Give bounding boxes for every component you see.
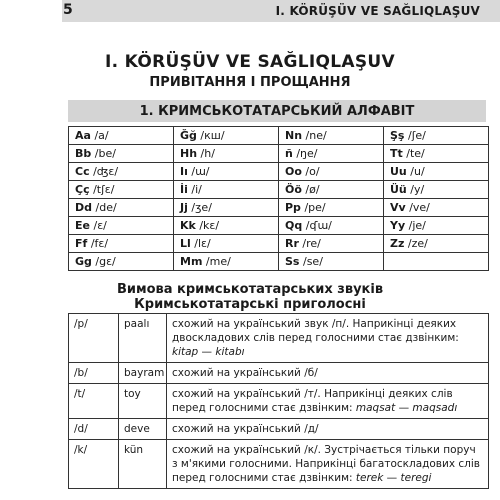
alphabet-ipa: /o/: [305, 165, 320, 178]
alphabet-letter: Pp: [285, 201, 301, 214]
alphabet-ipa: /кш/: [200, 129, 225, 142]
alphabet-letter: Nn: [285, 129, 303, 142]
alphabet-ipa: /je/: [408, 219, 426, 232]
consonant-description: [167, 440, 489, 489]
alphabet-letter: Ğğ: [180, 129, 197, 142]
alphabet-cell: [69, 127, 174, 145]
alphabet-ipa: /ʃe/: [407, 129, 426, 142]
alphabet-letter: Ss: [285, 255, 300, 268]
alphabet-cell: [69, 163, 174, 181]
alphabet-cell: [174, 253, 279, 271]
alphabet-row: [69, 217, 489, 235]
consonant-row: [69, 314, 489, 363]
alphabet-letter: Öö: [285, 183, 302, 196]
alphabet-letter: Ee: [75, 219, 90, 232]
alphabet-row: [69, 181, 489, 199]
example-dash: —: [383, 472, 401, 484]
alphabet-row: [69, 127, 489, 145]
alphabet-ipa: /ʒe/: [191, 201, 212, 214]
alphabet-letter: Gg: [75, 255, 92, 268]
alphabet-letter: Oo: [285, 165, 302, 178]
alphabet-ipa: /ʠɯ/: [305, 219, 332, 232]
alphabet-cell: [279, 163, 384, 181]
description-text: схожий на український /д/: [172, 423, 319, 435]
page-number: 5: [63, 2, 73, 18]
alphabet-cell: [69, 235, 174, 253]
consonant-sound: /d/: [69, 419, 119, 440]
alphabet-cell: [384, 253, 489, 271]
alphabet-letter: Kk: [180, 219, 196, 232]
alphabet-letter: ñ: [285, 147, 293, 160]
alphabet-letter: Dd: [75, 201, 93, 214]
alphabet-cell: [69, 253, 174, 271]
consonant-example-word: kün: [119, 440, 167, 489]
alphabet-letter: Tt: [390, 147, 403, 160]
alphabet-cell: [384, 163, 489, 181]
description-text: схожий на український звук /п/. Наприкінці деяких двоскладових слів перед голосними стає дзвінким:: [172, 318, 459, 344]
alphabet-cell: [69, 217, 174, 235]
alphabet-cell: [279, 235, 384, 253]
alphabet-ipa: /kɛ/: [199, 219, 220, 232]
alphabet-cell: [279, 127, 384, 145]
example-dash: —: [395, 402, 413, 414]
alphabet-ipa: /ʤɛ/: [93, 165, 119, 178]
alphabet-ipa: /me/: [205, 255, 231, 268]
alphabet-row: [69, 253, 489, 271]
alphabet-letter: Qq: [285, 219, 303, 232]
alphabet-ipa: /pe/: [304, 201, 326, 214]
alphabet-ipa: /u/: [410, 165, 425, 178]
example-derived: teregi: [400, 472, 432, 484]
alphabet-ipa: /a/: [94, 129, 109, 142]
alphabet-cell: [279, 217, 384, 235]
alphabet-cell: [279, 181, 384, 199]
alphabet-letter: Bb: [75, 147, 92, 160]
consonant-example-word: paalı: [119, 314, 167, 363]
page-subtitle: ПРИВІТАННЯ І ПРОЩАННЯ: [149, 75, 351, 90]
alphabet-ipa: /h/: [200, 147, 215, 160]
alphabet-ipa: /se/: [302, 255, 323, 268]
alphabet-cell: [69, 199, 174, 217]
alphabet-letter: Aa: [75, 129, 91, 142]
consonant-sound: /p/: [69, 314, 119, 363]
consonant-example-word: bayram: [119, 363, 167, 384]
section-title-consonants: Кримськотатарські приголосні: [134, 297, 366, 312]
consonant-row: [69, 363, 489, 384]
section-title-alphabet: 1. КРИМСЬКОТАТАРСЬКИЙ АЛФАВІТ: [68, 100, 486, 122]
alphabet-letter: Iı: [180, 165, 188, 178]
alphabet-cell: [279, 145, 384, 163]
alphabet-cell: [69, 181, 174, 199]
alphabet-row: [69, 235, 489, 253]
consonant-row: [69, 419, 489, 440]
alphabet-cell: [279, 199, 384, 217]
alphabet-ipa: /ne/: [305, 129, 327, 142]
alphabet-row: [69, 145, 489, 163]
alphabet-ipa: /y/: [410, 183, 425, 196]
alphabet-ipa: /ø/: [305, 183, 320, 196]
alphabet-cell: [384, 199, 489, 217]
alphabet-cell: [384, 145, 489, 163]
alphabet-row: [69, 199, 489, 217]
consonant-example-word: deve: [119, 419, 167, 440]
consonant-description: [167, 419, 489, 440]
description-text: схожий на український /к/. Зустрічається тільки поруч з м'якими голосними. Наприкінці багатоскладових слів перед голосними стає дзвінким:: [172, 444, 480, 484]
alphabet-ipa: /tʃɛ/: [93, 183, 115, 196]
consonant-row: [69, 384, 489, 419]
alphabet-ipa: /ŋe/: [296, 147, 318, 160]
alphabet-letter: Rr: [285, 237, 299, 250]
example-base: maqsat: [355, 402, 396, 414]
alphabet-cell: [384, 127, 489, 145]
alphabet-cell: [384, 217, 489, 235]
consonant-sound: /t/: [69, 384, 119, 419]
alphabet-cell: [174, 145, 279, 163]
section-title-pronunciation: Вимова кримськотатарських звуків: [116, 282, 384, 297]
alphabet-cell: [174, 217, 279, 235]
alphabet-ipa: /gɛ/: [95, 255, 116, 268]
alphabet-cell: [69, 145, 174, 163]
alphabet-letter: Jj: [180, 201, 188, 214]
alphabet-letter: Hh: [180, 147, 198, 160]
alphabet-letter: Ll: [180, 237, 191, 250]
page-title: I. KÖRÜŞÜV VE SAĞLIQLAŞUV: [105, 52, 395, 72]
example-derived: kitabı: [215, 346, 245, 358]
alphabet-ipa: /i/: [191, 183, 202, 196]
alphabet-letter: Cc: [75, 165, 90, 178]
alphabet-letter: Vv: [390, 201, 406, 214]
description-text: схожий на український /т/. Наприкінці деяких слів перед голосними стає дзвінким:: [172, 388, 453, 414]
alphabet-ipa: /te/: [406, 147, 425, 160]
alphabet-ipa: /ɯ/: [191, 165, 210, 178]
consonants-table: [68, 313, 489, 489]
alphabet-cell: [279, 253, 384, 271]
consonant-description: [167, 363, 489, 384]
alphabet-ipa: /lɛ/: [194, 237, 211, 250]
consonant-description: [167, 314, 489, 363]
alphabet-ipa: /fɛ/: [90, 237, 109, 250]
alphabet-ipa: /ve/: [409, 201, 430, 214]
alphabet-letter: Mm: [180, 255, 203, 268]
alphabet-letter: İi: [180, 183, 188, 196]
alphabet-letter: Uu: [390, 165, 407, 178]
alphabet-letter: Şş: [390, 129, 405, 142]
alphabet-letter: Çç: [75, 183, 90, 196]
running-title: I. KÖRÜŞÜV VE SAĞLIQLAŞUV: [275, 4, 480, 18]
alphabet-letter: Ff: [75, 237, 88, 250]
example-derived: maqsadı: [412, 402, 458, 414]
example-dash: —: [198, 346, 216, 358]
example-base: terek: [355, 472, 384, 484]
alphabet-cell: [174, 235, 279, 253]
alphabet-ipa: /re/: [302, 237, 321, 250]
alphabet-cell: [174, 163, 279, 181]
consonant-row: [69, 440, 489, 489]
alphabet-row: [69, 163, 489, 181]
description-text: схожий на український /б/: [172, 367, 318, 379]
alphabet-ipa: /de/: [95, 201, 117, 214]
alphabet-cell: [384, 181, 489, 199]
alphabet-ipa: /ze/: [407, 237, 428, 250]
consonant-description: [167, 384, 489, 419]
alphabet-ipa: /ɛ/: [93, 219, 107, 232]
example-base: kitap: [172, 346, 199, 358]
alphabet-cell: [174, 127, 279, 145]
alphabet-cell: [174, 199, 279, 217]
consonant-example-word: toy: [119, 384, 167, 419]
alphabet-table: [68, 126, 489, 271]
alphabet-cell: [384, 235, 489, 253]
alphabet-letter: Üü: [390, 183, 407, 196]
alphabet-ipa: /be/: [94, 147, 116, 160]
alphabet-letter: Yy: [390, 219, 406, 232]
alphabet-cell: [174, 181, 279, 199]
consonant-sound: /k/: [69, 440, 119, 489]
alphabet-letter: Zz: [390, 237, 405, 250]
consonant-sound: /b/: [69, 363, 119, 384]
